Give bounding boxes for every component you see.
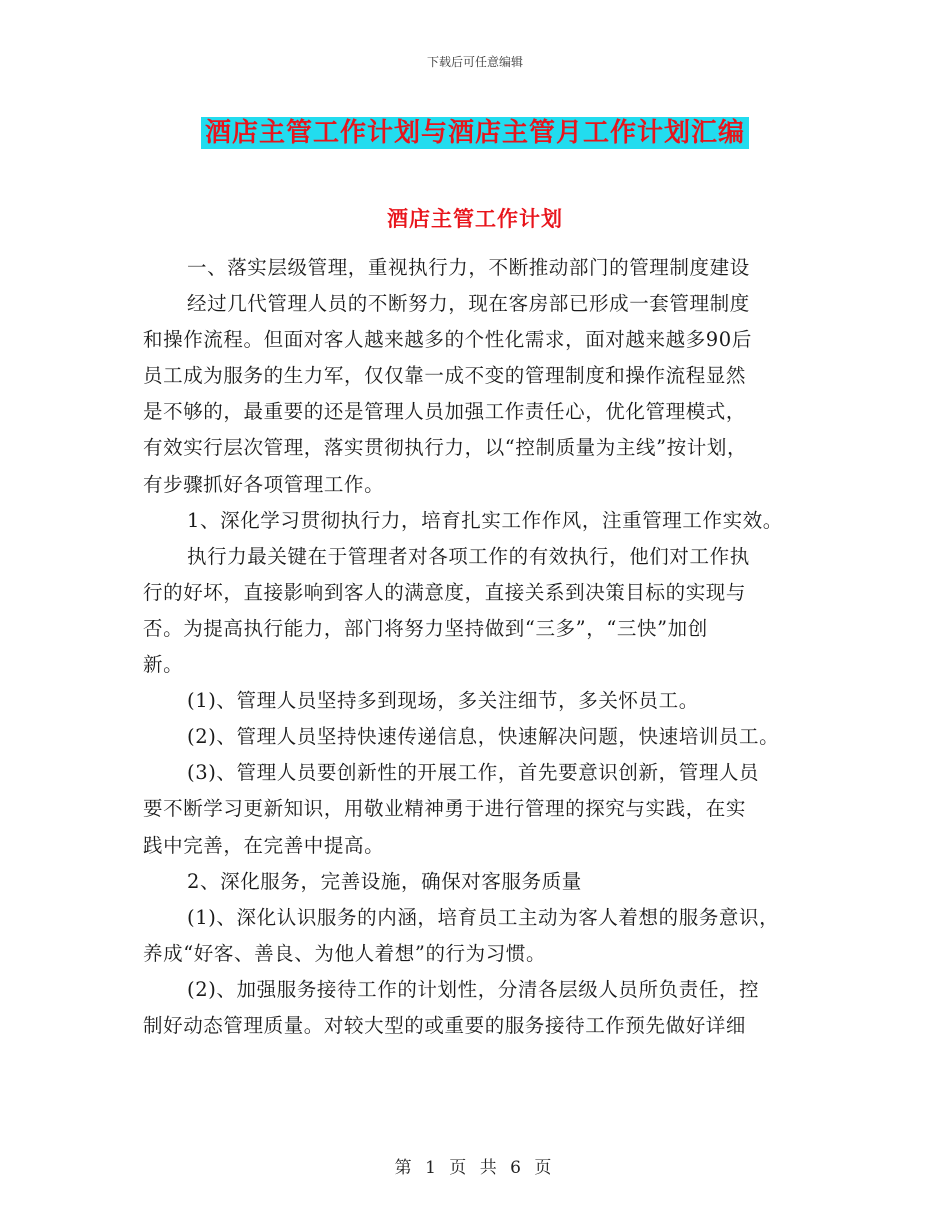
body-line: (2)、管理人员坚持快速传递信息，快速解决问题，快速培训员工。 xyxy=(187,725,780,749)
body-line: 是不够的，最重要的还是管理人员加强工作责任心，优化管理模式， xyxy=(143,400,747,424)
body-line: 制好动态管理质量。对较大型的或重要的服务接待工作预先做好详细 xyxy=(143,1013,747,1037)
body-line: (2)、加强服务接待工作的计划性，分清各层级人员所负责任，控 xyxy=(187,977,760,1001)
body-line: 践中完善，在完善中提高。 xyxy=(143,833,385,857)
body-line: 执行力最关键在于管理者对各项工作的有效执行，他们对工作执 xyxy=(187,544,750,568)
body-line: 养成“好客、善良、为他人着想”的行为习惯。 xyxy=(143,941,547,965)
section-title: 酒店主管工作计划 xyxy=(387,206,563,231)
body-line: 经过几代管理人员的不断努力，现在客房部已形成一套管理制度 xyxy=(187,292,750,316)
document-title xyxy=(0,112,950,149)
body-line: (1)、深化认识服务的内涵，培育员工主动为客人着想的服务意识， xyxy=(187,905,780,929)
document-title-text: 酒店主管工作计划与酒店主管月工作计划汇编 xyxy=(201,117,749,149)
body-line: 1、深化学习贯彻执行力，培育扎实工作作风，注重管理工作实效。 xyxy=(187,508,783,532)
body-line: 有效实行层次管理，落实贯彻执行力，以“控制质量为主线”按计划， xyxy=(143,436,748,460)
body-line: 和操作流程。但面对客人越来越多的个性化需求，面对越来越多90后 xyxy=(143,328,752,352)
body-line: 要不断学习更新知识，用敬业精神勇于进行管理的探究与实践，在实 xyxy=(143,797,747,821)
body-line: 一、落实层级管理，重视执行力，不断推动部门的管理制度建设 xyxy=(187,256,750,279)
body-line: (3)、管理人员要创新性的开展工作，首先要意识创新，管理人员 xyxy=(187,761,760,785)
header-note: 下载后可任意编辑 xyxy=(426,55,523,69)
body-line: 有步骤抓好各项管理工作。 xyxy=(143,472,385,496)
body-line: (1)、管理人员坚持多到现场，多关注细节，多关怀员工。 xyxy=(187,689,699,713)
body-line: 2、深化服务，完善设施，确保对客服务质量 xyxy=(187,869,582,893)
body-line: 新。 xyxy=(143,653,184,677)
body-line: 行的好坏，直接影响到客人的满意度，直接关系到决策目标的实现与 xyxy=(143,580,747,604)
document-body xyxy=(143,250,813,1044)
body-line: 员工成为服务的生力军，仅仅靠一成不变的管理制度和操作流程显然 xyxy=(143,364,747,388)
page-footer: 第 1 页 共 6 页 xyxy=(394,1158,556,1178)
body-line: 否。为提高执行能力，部门将努力坚持做到“三多”，“三快”加创 xyxy=(143,616,708,640)
